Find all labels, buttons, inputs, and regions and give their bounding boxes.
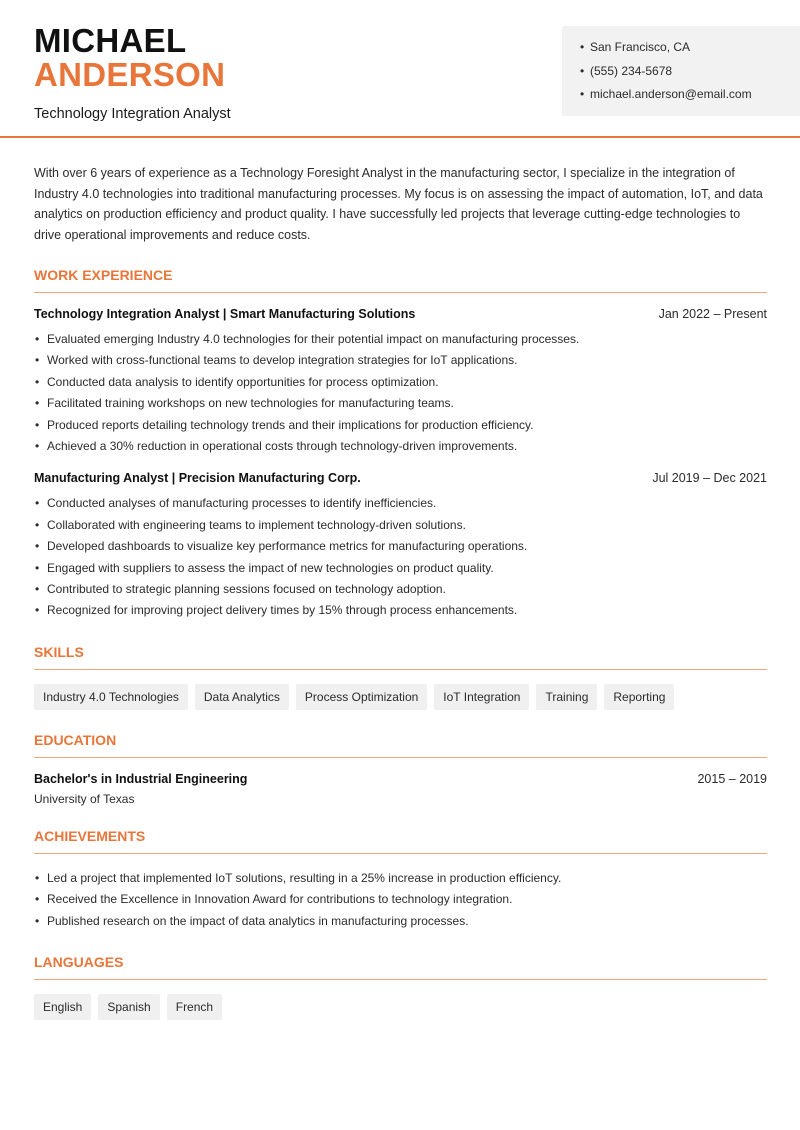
job-bullets	[34, 329, 767, 457]
first-name: MICHAEL	[34, 22, 187, 59]
list-item: • Conducted analyses of manufacturing processes to identify inefficiencies.	[34, 493, 767, 514]
section-title-work: WORK EXPERIENCE	[34, 267, 767, 293]
skill-tag: Data Analytics	[195, 684, 289, 710]
skill-tag: Industry 4.0 Technologies	[34, 684, 188, 710]
list-item: • Evaluated emerging Industry 4.0 technologies for their potential impact on manufacturing processes.	[34, 329, 767, 350]
education-header	[34, 772, 767, 786]
bullet-icon: •	[580, 63, 585, 78]
name-block	[34, 24, 231, 122]
achievements-list	[34, 868, 767, 932]
list-item: • Led a project that implemented IoT solutions, resulting in a 25% increase in production efficiency.	[34, 868, 767, 889]
contact-location-text: San Francisco, CA	[590, 40, 691, 54]
contact-phone	[580, 62, 800, 86]
list-item: • Collaborated with engineering teams to implement technology-driven solutions.	[34, 515, 767, 536]
job-header	[34, 471, 767, 485]
list-item: • Engaged with suppliers to assess the impact of new technologies on product quality.	[34, 558, 767, 579]
contact-location	[580, 38, 800, 62]
contact-email-text[interactable]: michael.anderson@email.com	[590, 87, 752, 101]
contact-phone-text: (555) 234-5678	[590, 63, 673, 78]
job-dates: Jul 2019 – Dec 2021	[652, 471, 767, 486]
job-role: Technology Integration Analyst | Smart Manufacturing Solutions	[34, 307, 416, 321]
contact-box	[562, 26, 800, 116]
job-bullets	[34, 493, 767, 621]
language-tags	[34, 994, 767, 1020]
list-item: • Received the Excellence in Innovation Award for contributions to technology integration.	[34, 889, 767, 910]
job-dates: Jan 2022 – Present	[658, 307, 767, 321]
language-tag: English	[34, 994, 91, 1020]
job-entry	[34, 471, 767, 621]
list-item: • Developed dashboards to visualize key performance metrics for manufacturing operations.	[34, 536, 767, 557]
list-item: • Achieved a 30% reduction in operational costs through technology-driven improvements.	[34, 436, 767, 457]
skill-tag: IoT Integration	[434, 684, 529, 710]
education-degree: Bachelor's in Industrial Engineering	[34, 771, 248, 786]
job-entry	[34, 307, 767, 457]
job-header	[34, 307, 767, 321]
job-title: Technology Integration Analyst	[34, 106, 231, 122]
section-title-skills: SKILLS	[34, 644, 767, 670]
contact-email[interactable]	[580, 85, 800, 109]
skill-tag: Training	[536, 684, 597, 710]
list-item: • Facilitated training workshops on new technologies for manufacturing teams.	[34, 393, 767, 414]
language-tag: Spanish	[98, 994, 159, 1020]
list-item: • Contributed to strategic planning sessions focused on technology adoption.	[34, 579, 767, 600]
list-item: • Produced reports detailing technology trends and their implications for production efficiency.	[34, 415, 767, 436]
section-title-languages: LANGUAGES	[34, 954, 767, 980]
education-dates: 2015 – 2019	[697, 771, 767, 786]
last-name: ANDERSON	[34, 56, 226, 93]
skill-tag: Process Optimization	[296, 684, 427, 710]
education-school: University of Texas	[34, 791, 135, 806]
list-item: • Published research on the impact of data analytics in manufacturing processes.	[34, 911, 767, 932]
resume-body	[34, 163, 767, 1020]
resume-header	[0, 0, 800, 138]
skills-tags	[34, 684, 767, 710]
list-item: • Worked with cross-functional teams to develop integration strategies for IoT applications.	[34, 350, 767, 371]
summary-paragraph: With over 6 years of experience as a Technology Foresight Analyst in the manufacturing sector, I specialize in the integration of Industry 4.0 technologies into traditional manufacturing processes. My focus is on assessing the impact of automation, IoT, and data analytics on production efficiency and product quality. I have successfully led projects that leverage cutting-edge technologies to drive operational improvements and reduce costs.	[34, 166, 763, 242]
bullet-icon: •	[580, 87, 585, 101]
skill-tag: Reporting	[604, 684, 674, 710]
section-title-achievements: ACHIEVEMENTS	[34, 828, 767, 854]
list-item: • Recognized for improving project delivery times by 15% through process enhancements.	[34, 600, 767, 621]
language-tag: French	[167, 994, 222, 1020]
list-item: • Conducted data analysis to identify opportunities for process optimization.	[34, 372, 767, 393]
job-role: Manufacturing Analyst | Precision Manufacturing Corp.	[34, 471, 361, 486]
section-title-education: EDUCATION	[34, 732, 767, 758]
bullet-icon: •	[580, 40, 585, 54]
